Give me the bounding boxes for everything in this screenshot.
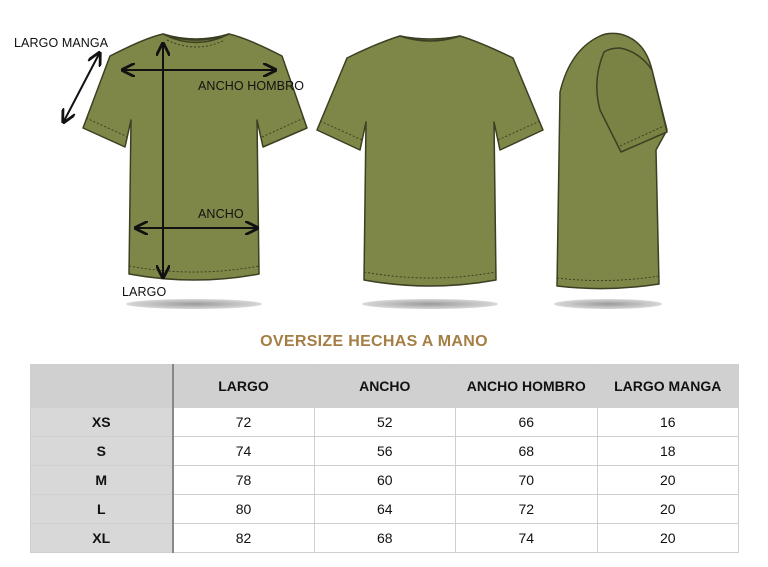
largo-manga-value: 18 xyxy=(597,437,739,466)
largo-value: 74 xyxy=(173,437,315,466)
label-ancho: ANCHO xyxy=(198,207,244,221)
ancho-hombro-value: 72 xyxy=(456,495,598,524)
ancho-value: 52 xyxy=(314,408,456,437)
label-largo-manga: LARGO MANGA xyxy=(14,36,109,50)
header-corner xyxy=(31,365,173,408)
size-label: XS xyxy=(31,408,173,437)
largo-value: 78 xyxy=(173,466,315,495)
table-row xyxy=(31,437,739,466)
ancho-value: 64 xyxy=(314,495,456,524)
largo-value: 80 xyxy=(173,495,315,524)
ancho-hombro-value: 68 xyxy=(456,437,598,466)
label-largo: LARGO xyxy=(122,285,167,299)
ancho-value: 56 xyxy=(314,437,456,466)
ancho-hombro-value: 70 xyxy=(456,466,598,495)
header-largo-manga: LARGO MANGA xyxy=(597,365,739,408)
table-row xyxy=(31,495,739,524)
size-label: M xyxy=(31,466,173,495)
ancho-hombro-value: 74 xyxy=(456,524,598,553)
back-shadow xyxy=(362,299,498,309)
largo-manga-value: 20 xyxy=(597,466,739,495)
size-label: S xyxy=(31,437,173,466)
largo-value: 72 xyxy=(173,408,315,437)
side-tshirt xyxy=(557,33,667,288)
ancho-value: 68 xyxy=(314,524,456,553)
largo-manga-value: 16 xyxy=(597,408,739,437)
size-chart-title: OVERSIZE HECHAS A MANO xyxy=(260,333,488,350)
front-shadow xyxy=(126,299,262,309)
size-chart-table xyxy=(30,364,739,553)
table-row xyxy=(31,408,739,437)
size-label: XL xyxy=(31,524,173,553)
largo-manga-value: 20 xyxy=(597,495,739,524)
header-ancho: ANCHO xyxy=(314,365,456,408)
back-tshirt xyxy=(317,36,543,286)
ancho-hombro-value: 66 xyxy=(456,408,598,437)
table-header-row xyxy=(31,365,739,408)
size-label: L xyxy=(31,495,173,524)
ancho-value: 60 xyxy=(314,466,456,495)
header-largo: LARGO xyxy=(173,365,315,408)
largo-manga-value: 20 xyxy=(597,524,739,553)
header-ancho-hombro: ANCHO HOMBRO xyxy=(456,365,598,408)
table-row xyxy=(31,524,739,553)
largo-value: 82 xyxy=(173,524,315,553)
table-row xyxy=(31,466,739,495)
side-shadow xyxy=(554,299,662,309)
label-ancho-hombro: ANCHO HOMBRO xyxy=(198,79,305,93)
